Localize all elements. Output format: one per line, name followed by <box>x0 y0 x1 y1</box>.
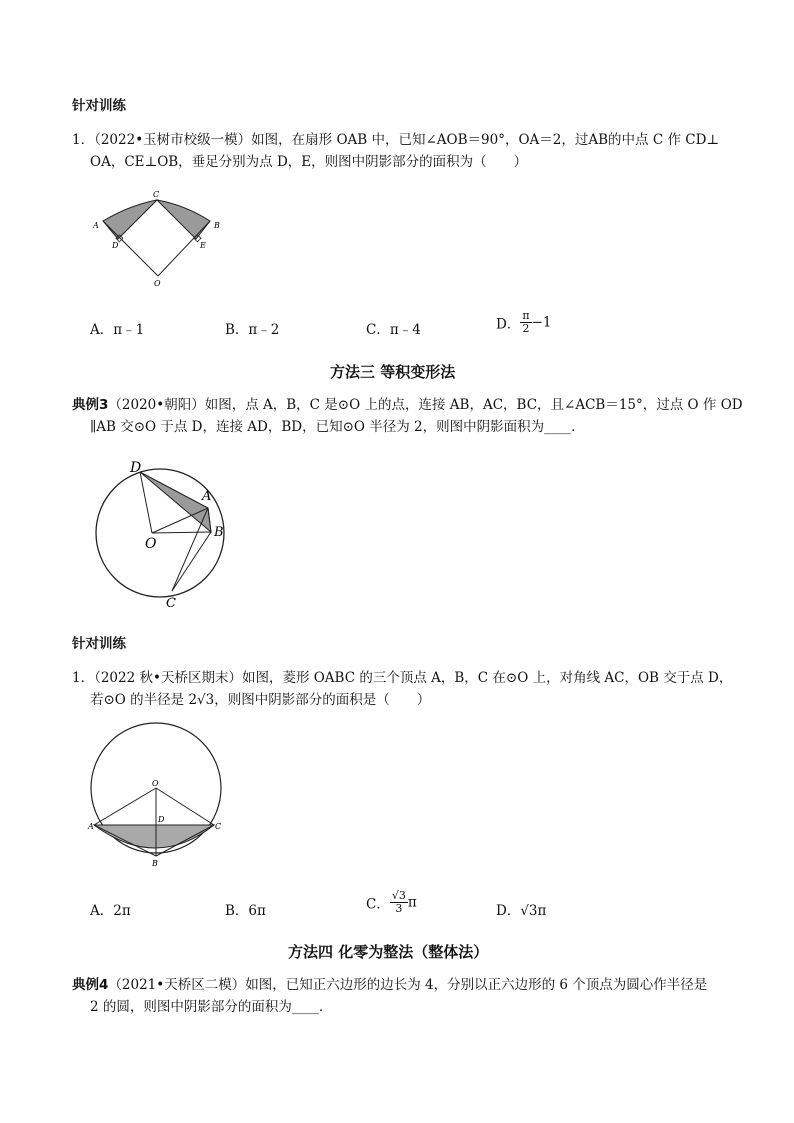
option-c-fraction: $\frac{√3}{3}$ <box>391 889 406 915</box>
option-c-prefix: C． <box>366 896 390 913</box>
label-a: A <box>88 822 94 831</box>
option-b-2: B．6π <box>225 903 266 919</box>
example-3-line-2: ∥AB 交⊙O 于点 D，连接 AD，BD，已知⊙O 半径为 2，则图中阴影面积为____． <box>90 419 585 435</box>
label-c: C <box>166 596 176 611</box>
example-3-label: 典例3 <box>72 397 109 413</box>
question-1-line-2: OA，CE⊥OB，垂足分别为点 D，E，则图中阴影部分的面积为（ ） <box>90 154 528 170</box>
option-d-suffix: −1 <box>531 314 552 331</box>
label-a: A <box>202 489 212 504</box>
section-heading-training-2: 针对训练 <box>72 636 126 652</box>
seg-oa <box>94 788 156 825</box>
question-2-line-2: 若⊙O 的半径是 2√3，则图中阴影部分的面积是（ ） <box>90 692 431 708</box>
circle-figure-example-3 <box>90 460 240 615</box>
example-4-line-1: 典例4（2021•天桥区二模）如图，已知正六边形的边长为 4，分别以正六边形的 6 个顶点为圆心作半径是 <box>72 977 708 993</box>
label-c: C <box>215 822 222 831</box>
method-4-heading: 方法四 化零为整法（整体法） <box>288 943 489 961</box>
example-3-line-1: 典例3（2020•朝阳）如图，点 A，B，C 是⊙O 上的点，连接 AB，AC，BC，且∠ACB＝15°，过点 O 作 OD <box>72 397 743 413</box>
label-o: O <box>145 536 157 552</box>
label-b: B <box>214 221 220 230</box>
option-d <box>496 310 551 335</box>
question-1-line-1: 1．（2022•玉树市校级一模）如图，在扇形 OAB 中，已知∠AOB＝90°，OA＝2，过AB的中点 C 作 CD⊥ <box>72 132 720 148</box>
label-a: A <box>93 221 99 230</box>
option-d-prefix: D． <box>496 316 521 333</box>
option-d-2: D．√3π <box>496 903 547 919</box>
seg-ca <box>172 508 208 591</box>
label-d: D <box>158 815 165 824</box>
option-c-2 <box>366 890 417 915</box>
option-c: C．π﹣4 <box>366 322 421 338</box>
method-3-heading: 方法三 等积变形法 <box>330 363 456 381</box>
label-d: D <box>130 460 142 476</box>
seg-oc <box>156 788 214 825</box>
option-b: B．π﹣2 <box>225 322 280 338</box>
label-c: C <box>153 190 160 199</box>
sector-shaded-left <box>103 200 157 239</box>
option-c-suffix: π <box>407 894 417 911</box>
label-b: B <box>214 525 224 540</box>
section-heading-training-1: 针对训练 <box>72 98 126 114</box>
seg-cb <box>172 532 211 591</box>
sector-figure <box>90 185 250 295</box>
rhombus-circle-figure <box>88 718 228 868</box>
example-4-line-2: 2 的圆，则图中阴影部分的面积为____． <box>90 999 333 1015</box>
shaded-segment <box>94 825 214 848</box>
label-b: B <box>152 859 158 868</box>
option-a: A．π﹣1 <box>90 322 145 338</box>
question-2-line-1: 1．（2022 秋•天桥区期末）如图，菱形 OABC 的三个顶点 A，B，C 在⊙O 上，对角线 AC，OB 交于点 D， <box>72 670 733 686</box>
label-o: O <box>154 279 161 288</box>
label-d: D <box>112 241 119 250</box>
example-4-label: 典例4 <box>72 977 109 993</box>
label-e: E <box>200 241 206 250</box>
option-a-2: A．2π <box>90 903 131 919</box>
seg-ob <box>152 532 211 533</box>
label-o: O <box>152 779 159 788</box>
sector-shaded-right <box>157 200 210 239</box>
option-d-fraction: $\frac{\pi}{2}$ <box>522 309 530 335</box>
